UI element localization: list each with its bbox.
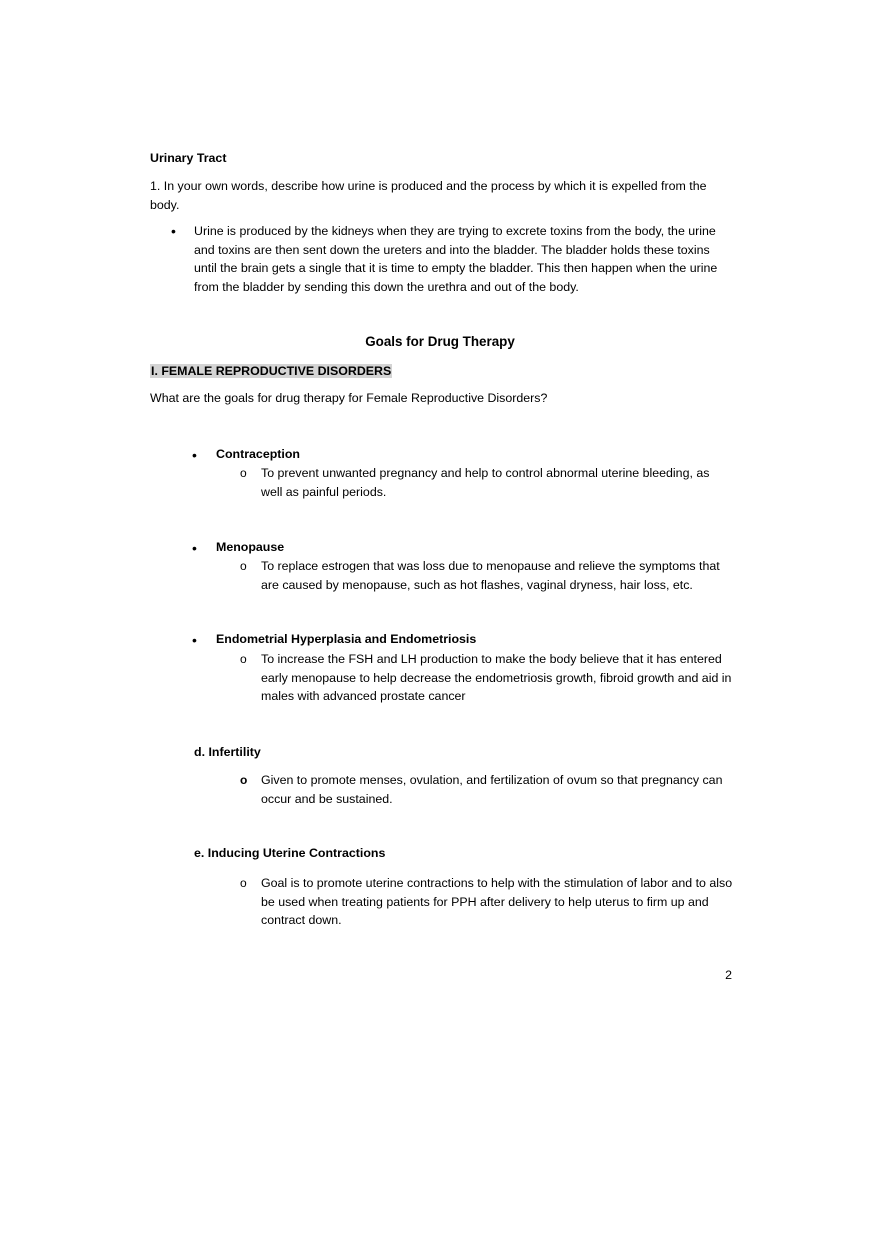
answer-text: Urine is produced by the kidneys when they are trying to excrete toxins from the body, the urine and toxins are then sent down the ureters and into the bladder. The bladder holds these toxins until the brain gets a single that it is time to empty the bladder. This then happen when the urine from the bladder by sending this down the urethra and out of the body. <box>194 224 718 294</box>
item-title: Contraception <box>216 447 300 461</box>
item-title: e. Inducing Uterine Contractions <box>194 846 386 860</box>
item-description: To prevent unwanted pregnancy and help to control abnormal uterine bleeding, as well as painful periods. <box>261 466 710 499</box>
sub-bullet-marker: o <box>240 466 247 480</box>
goals-question: What are the goals for drug therapy for Female Reproductive Disorders? <box>150 391 548 405</box>
sub-bullet-marker: o <box>240 652 247 666</box>
sub-bullet-marker: o <box>240 559 247 573</box>
bullet-marker: • <box>192 632 197 648</box>
item-title: Endometrial Hyperplasia and Endometriosis <box>216 632 477 646</box>
section-heading-text: I. FEMALE REPRODUCTIVE DISORDERS <box>151 364 392 378</box>
item-description: Goal is to promote uterine contractions to help with the stimulation of labor and to also be used when treating patients for PPH after delivery to help uterus to firm up and contract down. <box>261 876 733 927</box>
section-heading <box>150 364 392 378</box>
bullet-marker: • <box>192 447 197 463</box>
sub-bullet-marker: o <box>240 876 247 890</box>
bullet-marker: • <box>192 540 197 556</box>
question-1: 1. In your own words, describe how urine is produced and the process by which it is expelled from the body. <box>150 179 707 212</box>
section-title: Urinary Tract <box>150 151 227 165</box>
item-description: To replace estrogen that was loss due to menopause and relieve the symptoms that are caused by menopause, such as hot flashes, vaginal dryness, hair loss, etc. <box>261 559 720 592</box>
item-description: To increase the FSH and LH production to make the body believe that it has entered early menopause to help decrease the endometriosis growth, fibroid growth and aid in males with advanced prostate cancer <box>261 652 732 703</box>
item-description: Given to promote menses, ovulation, and fertilization of ovum so that pregnancy can occur and be sustained. <box>261 773 723 806</box>
bullet-marker: • <box>171 223 176 239</box>
page-number: 2 <box>725 968 732 982</box>
sub-bullet-marker: o <box>240 773 248 787</box>
item-title: d. Infertility <box>194 745 261 759</box>
goals-heading: Goals for Drug Therapy <box>365 334 515 349</box>
item-title: Menopause <box>216 540 285 554</box>
